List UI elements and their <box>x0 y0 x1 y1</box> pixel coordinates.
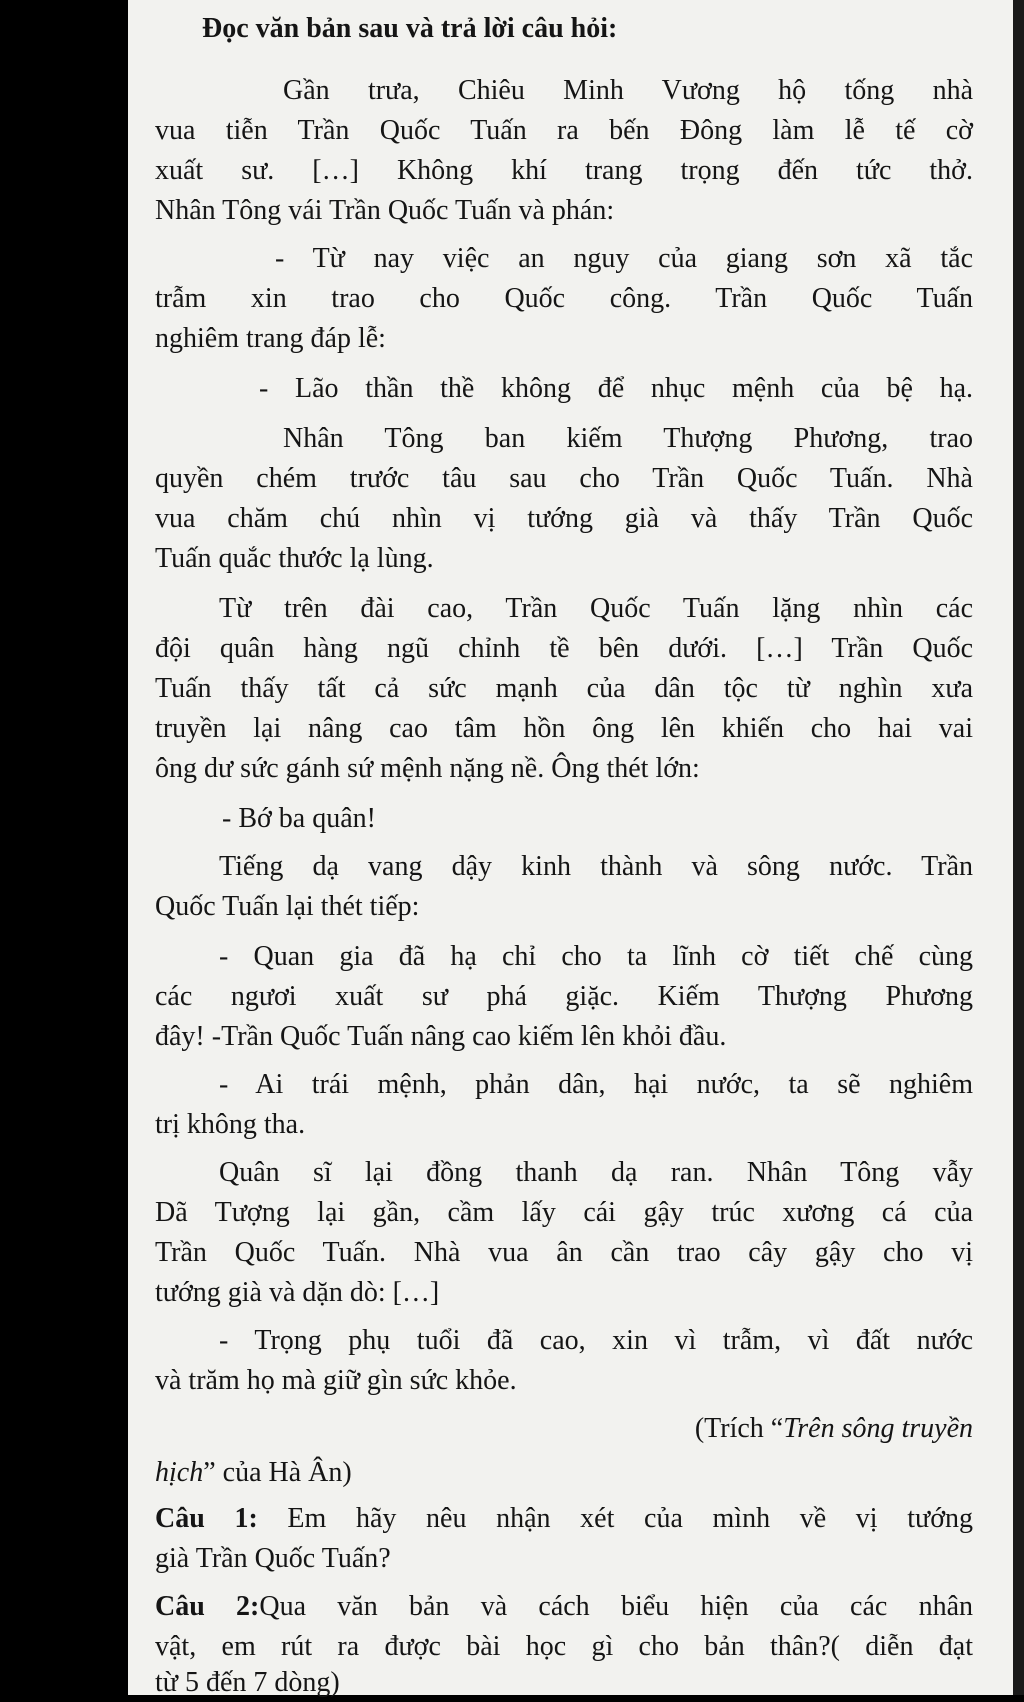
paragraph-line: và trăm họ mà giữ gìn sức khỏe. <box>155 1365 517 1396</box>
paragraph-line: Trần Quốc Tuấn. Nhà vua ân cần trao cây gậy cho vị <box>155 1237 973 1268</box>
dialogue-line: - Bớ ba quân! <box>222 803 376 834</box>
paragraph-line: tướng già và dặn dò: […] <box>155 1277 440 1308</box>
paragraph-line: Tiếng dạ vang dậy kinh thành và sông nước. Trần <box>219 851 973 882</box>
citation-line-1: (Trích “Trên sông truyền <box>694 1413 973 1444</box>
dialogue-line: - Lão thần thề không để nhục mệnh của bệ hạ. <box>259 373 973 404</box>
question-2-cont-2: từ 5 đến 7 dòng) <box>155 1667 340 1698</box>
heading: Đọc văn bản sau và trả lời câu hỏi: <box>202 13 618 44</box>
paragraph-line: Nhân Tông ban kiếm Thượng Phương, trao <box>283 423 973 454</box>
paragraph-line: trẫm xin trao cho Quốc công. Trần Quốc Tuấn <box>155 283 973 314</box>
paragraph-line: trị không tha. <box>155 1109 306 1140</box>
paragraph-line: Tuấn thấy tất cả sức mạnh của dân tộc từ nghìn xưa <box>155 673 973 704</box>
question-1: Câu 1: Em hãy nêu nhận xét của mình về vị tướng <box>155 1503 973 1534</box>
paragraph-line: Tuấn quắc thước lạ lùng. <box>155 543 434 574</box>
paragraph-line: đội quân hàng ngũ chỉnh tề bên dưới. […] Trần Quốc <box>155 633 973 664</box>
dialogue-line: - Trọng phụ tuổi đã cao, xin vì trẫm, vì đất nước <box>219 1325 973 1356</box>
dialogue-line: - Quan gia đã hạ chỉ cho ta lĩnh cờ tiết chế cùng <box>219 941 973 972</box>
paragraph-line: vua chăm chú nhìn vị tướng già và thấy Trần Quốc <box>155 503 973 534</box>
document-page <box>128 0 1013 1698</box>
paragraph-line: vua tiễn Trần Quốc Tuấn ra bến Đông làm lễ tế cờ <box>155 115 973 146</box>
question-2-cont: vật, em rút ra được bài học gì cho bản thân?( diễn đạt <box>155 1631 973 1662</box>
dialogue-line: - Ai trái mệnh, phản dân, hại nước, ta sẽ nghiêm <box>219 1069 973 1100</box>
paragraph-line: ông dư sức gánh sứ mệnh nặng nề. Ông thét lớn: <box>155 753 700 784</box>
paragraph-line: quyền chém trước tâu sau cho Trần Quốc Tuấn. Nhà <box>155 463 973 494</box>
paragraph-line: truyền lại nâng cao tâm hồn ông lên khiến cho hai vai <box>155 713 973 744</box>
question-1-cont: già Trần Quốc Tuấn? <box>155 1543 391 1574</box>
paragraph-line: Từ trên đài cao, Trần Quốc Tuấn lặng nhìn các <box>219 593 973 624</box>
paragraph-line: Quốc Tuấn lại thét tiếp: <box>155 891 420 922</box>
paragraph-line: Quân sĩ lại đồng thanh dạ ran. Nhân Tông vẫy <box>219 1157 973 1188</box>
question-2: Câu 2:Qua văn bản và cách biểu hiện của các nhân <box>155 1591 973 1622</box>
paragraph-line: các ngươi xuất sư phá giặc. Kiếm Thượng Phương <box>155 981 973 1012</box>
paragraph-line: nghiêm trang đáp lễ: <box>155 323 386 354</box>
citation-line-2: hịch” của Hà Ân) <box>155 1457 352 1488</box>
paragraph-line: đây! -Trần Quốc Tuấn nâng cao kiếm lên khỏi đầu. <box>155 1021 727 1052</box>
dialogue-line: - Từ nay việc an nguy của giang sơn xã tắc <box>275 243 973 274</box>
paragraph-line: Dã Tượng lại gần, cầm lấy cái gậy trúc xương cá của <box>155 1197 973 1228</box>
paragraph-line: Gần trưa, Chiêu Minh Vương hộ tống nhà <box>283 75 973 106</box>
paragraph-line: Nhân Tông vái Trần Quốc Tuấn và phán: <box>155 195 615 226</box>
page-edge <box>1013 0 1024 1695</box>
paragraph-line: xuất sư. […] Không khí trang trọng đến tức thở. <box>155 155 973 186</box>
